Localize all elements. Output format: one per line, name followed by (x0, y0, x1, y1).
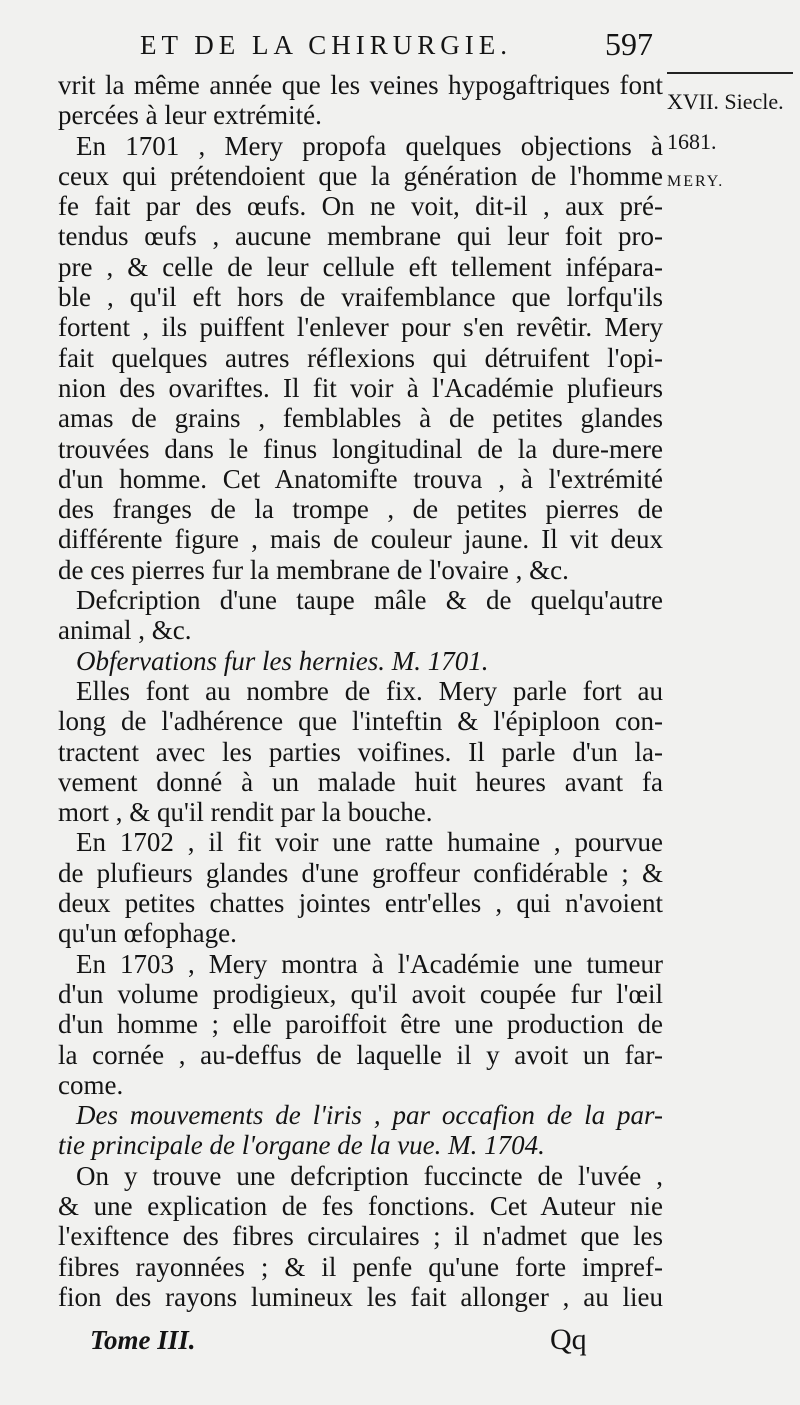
text-line: des franges de la trompe , de petites pierres de (58, 494, 663, 525)
text-line: tendus œufs , aucune membrane qui leur foit pro- (58, 221, 663, 252)
margin-rule (667, 72, 793, 74)
text-line: la cornée , au-deffus de laquelle il y avoit un far- (58, 1039, 663, 1070)
text-line: d'un homme ; elle paroiffoit être une production de (58, 1009, 663, 1040)
page-header (60, 26, 660, 66)
text-line: Des mouvements de l'iris , par occafion de la par- (76, 1100, 663, 1131)
text-line: Defcription d'une taupe mâle & de quelqu'autre (76, 585, 663, 616)
text-line: deux petites chattes jointes entr'elles , qui n'avoient (58, 888, 663, 919)
running-title: ET DE LA CHIRURGIE. (140, 30, 512, 60)
margin-name: MERY. (667, 173, 725, 190)
text-line: On y trouve une defcription fuccincte de l'uvée , (76, 1160, 663, 1191)
text-line: tractent avec les parties voifines. Il parle d'un la- (58, 736, 663, 767)
text-line: fion des rayons lumineux les fait allonger , au lieu (58, 1281, 663, 1312)
text-line: En 1703 , Mery montra à l'Académie une tumeur (76, 948, 663, 979)
text-line: l'exiftence des fibres circulaires ; il n'admet que les (58, 1221, 663, 1252)
page-footer (90, 1325, 650, 1365)
text-line: qu'un œfophage. (58, 918, 237, 949)
text-line: tie principale de l'organe de la vue. M. 1704. (58, 1130, 545, 1161)
text-line: de ces pierres fur la membrane de l'ovaire , &c. (58, 554, 569, 585)
text-line: animal , &c. (58, 615, 192, 646)
text-line: trouvées dans le finus longitudinal de la dure-mere (58, 433, 663, 464)
text-line: fibres rayonnées ; & il penfe qu'une forte impref- (58, 1251, 663, 1282)
margin-year: 1681. (667, 129, 717, 154)
margin-century: XVII. Siecle. (667, 89, 784, 114)
text-line: En 1702 , il fit voir une ratte humaine , pourvue (76, 827, 663, 858)
text-line: Elles font au nombre de fix. Mery parle fort au (76, 675, 663, 706)
text-line: En 1701 , Mery propofa quelques objections à (76, 130, 663, 161)
page-number: 597 (605, 26, 653, 62)
text-line: différente figure , mais de couleur jaune. Il vit deux (58, 524, 663, 555)
text-line: vement donné à un malade huit heures avant fa (58, 766, 663, 797)
text-line: nion des ovariftes. Il fit voir à l'Académie plufieurs (58, 372, 663, 403)
text-line: d'un volume prodigieux, qu'il avoit coupée fur l'œil (58, 978, 663, 1009)
text-line: ceux qui prétendoient que la génération de l'homme (58, 160, 663, 191)
text-line: d'un homme. Cet Anatomifte trouva , à l'extrémité (58, 463, 663, 494)
text-line: fortent , ils puiffent l'enlever pour s'en revêtir. Mery (58, 312, 663, 343)
text-line: percées à leur extrémité. (58, 100, 322, 131)
text-line: come. (58, 1069, 124, 1100)
text-line: long de l'adhérence que l'inteftin & l'épiploon con- (58, 706, 663, 737)
text-line: mort , & qu'il rendit par la bouche. (58, 797, 433, 828)
volume-label: Tome III. (90, 1325, 196, 1355)
margin-note (667, 72, 797, 202)
text-line: ble , qu'il eft hors de vraifemblance que lorfqu'ils (58, 282, 663, 313)
text-line: fe fait par des œufs. On ne voit, dit-il , aux pré- (58, 191, 663, 222)
text-line: Obfervations fur les hernies. M. 1701. (76, 645, 489, 676)
text-line: amas de grains , femblables à de petites glandes (58, 403, 663, 434)
text-line: fait quelques autres réflexions qui détruifent l'opi- (58, 342, 663, 373)
text-line: de plufieurs glandes d'une groffeur confidérable ; & (58, 857, 663, 888)
text-line: vrit la même année que les veines hypogaftriques font (58, 70, 663, 100)
text-line: pre , & celle de leur cellule eft tellement infépara- (58, 251, 663, 282)
text-line: & une explication de fes fonctions. Cet Auteur nie (58, 1190, 663, 1221)
signature-mark: Qq (550, 1323, 587, 1356)
body-text (58, 70, 663, 1312)
